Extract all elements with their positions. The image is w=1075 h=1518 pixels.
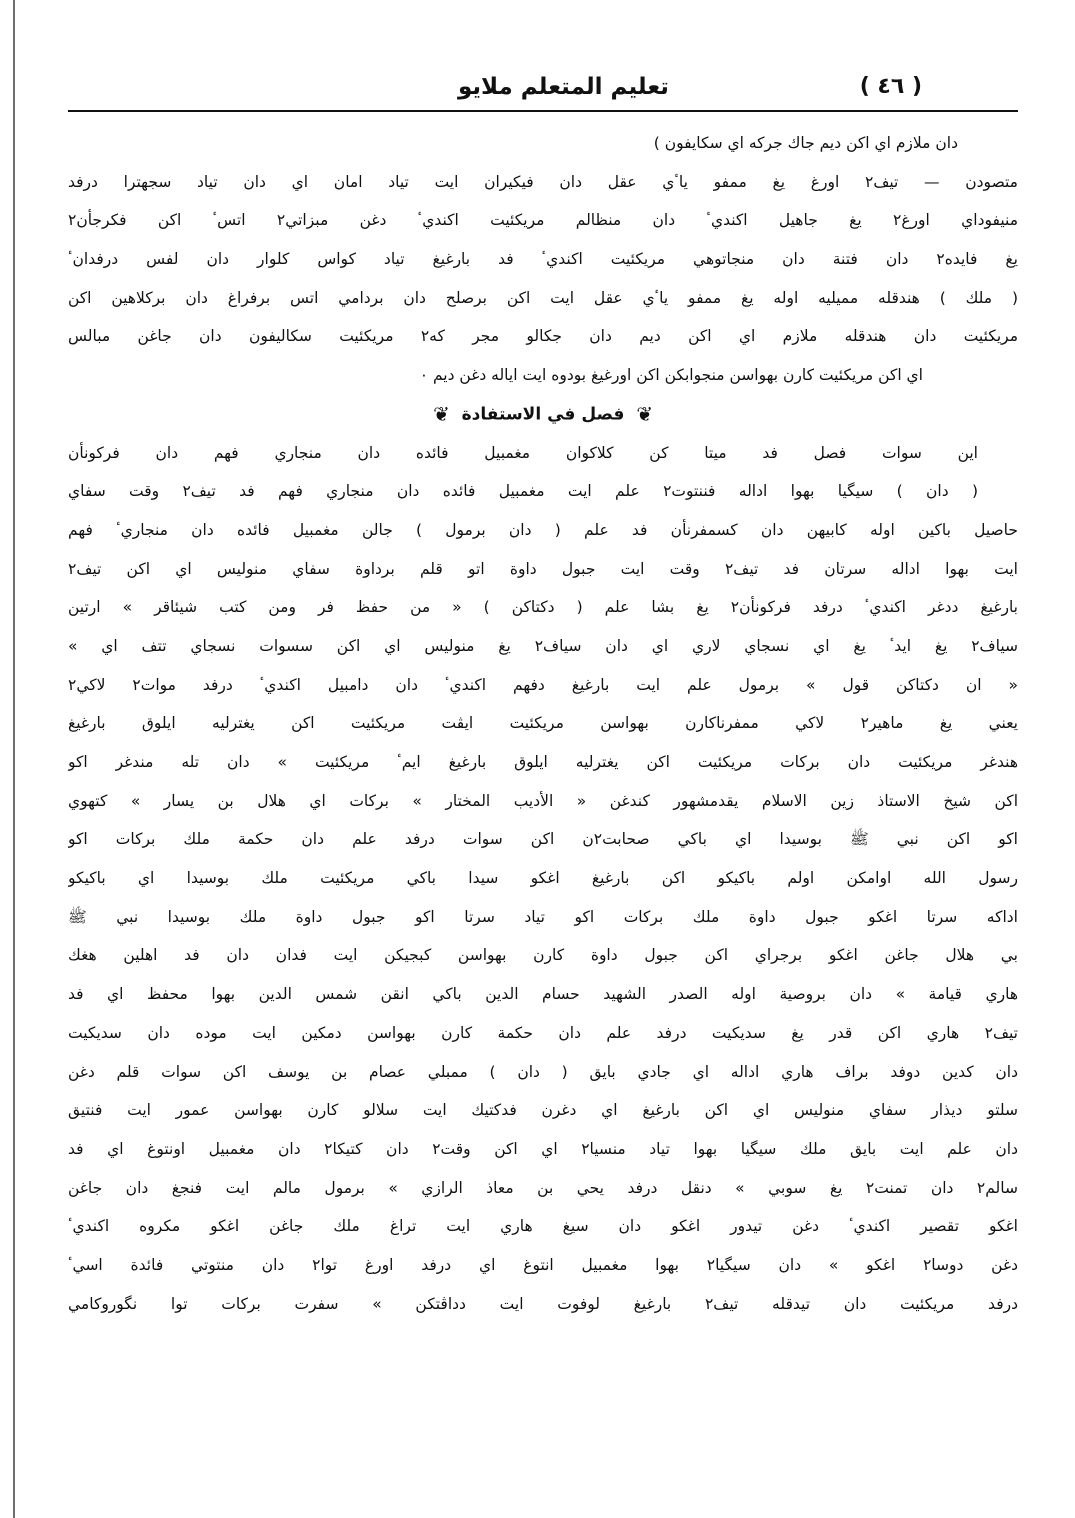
text-line: دان علم ايت بايق ملك سيگيا بهوا تياد منسيا٢ اي اكن وقت٢ دان كتيكا٢ دان مغمبيل اونتوغ اي فد: [68, 1139, 1018, 1158]
ornament-icon: ❦: [432, 401, 450, 426]
text-line: اكن شيخ الاستاذ زين الاسلام يقدمشهور كندغن « الأديب المختار » بركات اي هلال بن يسار » كتهوي: [68, 791, 1018, 810]
text-line: هندغر مريكئيت دان بركات مريكئيت اكن يغترليه ايلوق بارغيغ ايمٴ مريكئيت » دان تله مندغر اكو: [68, 753, 1018, 771]
text-line: تيف٢ هاري اكن قدر يغ سديكيت درفد علم دان حكمة كارن بهواسن دمكين ايت موده دان سديكيت: [68, 1023, 1018, 1042]
running-title: تعليم المتعلم ملايو: [458, 74, 669, 100]
text-line: دان ملازم اي اكن ديم جاك جركه اي سكايفون ): [653, 134, 958, 152]
text-line: يعني يغ ماهير٢ لاكي ممفرناكارن بهواسن مريكئيت ايڤت مريكئيت اكن يغترليه ايلوق بارغيغ: [68, 714, 1018, 733]
body-text: [68, 124, 1018, 1323]
page-edge-rule: [13, 0, 15, 1518]
text-line: سلتو ديذار سفاي منوليس اي اكن بارغيغ اي دغرن فدكتيك ايت سلالو كارن بهواسن عمور ايت فنتيق: [68, 1101, 1018, 1120]
text-line: هاري قيامة » دان بروصية اوله الصدر الشهيد حسام الدين باكي انقن شمس الدين بهوا محفظ اي فد: [68, 985, 1018, 1004]
text-line: سالم٢ دان تمنت٢ يغ سوبي » دنقل درفد يحي بن معاذ الرازي » برمول مالم ايت فنجغ دان جاغن: [68, 1178, 1018, 1197]
text-line: منيفوداي اورغ٢ يغ جاهيل اكنديٴ دان منظالم مريكئيت اكنديٴ دغن مبزاتي٢ اتسٴ اكن فكرجأن٢: [68, 211, 1018, 230]
text-line: متصودن — تيف٢ اورغ يغ ممفو ياٴي عقل دان فيكيران ايت تياد امان اي دان تياد سجهترا درفد: [68, 172, 1018, 191]
text-line: دان كدين دوفد براف هاري اداله اي جادي بايق ( دان ) ممبلي عصام بن يوسف اكن سوات قلم دغن: [68, 1062, 1018, 1081]
section-heading: [68, 395, 1018, 434]
text-line: درفد مريكئيت دان تيدقله تيف٢ بارغيغ لوفوت ايت دداڤتكن » سفرت بركات توا نگوروكامي: [68, 1294, 1018, 1313]
page-header: [68, 60, 1018, 112]
page-number: ( ٤٦ ): [859, 74, 922, 99]
text-line: ( دان ) سيگيا بهوا اداله فننتوت٢ علم ايت مغمبيل فائده دان منجاري فهم فد تيف٢ وقت سفاي: [68, 482, 978, 501]
text-line: رسول الله اوامكن اولم باكيكو اكن بارغيغ اغكو سيدا باكي مريكئيت ملك بوسيدا اي باكيكو: [68, 869, 1018, 888]
text-line: حاصيل باكين اوله كابيهن دان كسمفرنأن فد علم ( دان برمول ) جالن مغمبيل فائده دان منجاريٴ فهم: [68, 520, 1018, 539]
text-line: ايت بهوا اداله سرتان فد تيف٢ وقت ايت جبول داوة اتو قلم برداوة سفاي منوليس اي اكن تيف٢: [68, 559, 1018, 578]
text-line: اي اكن مريكئيت كارن بهواسن منجوابكن اكن اورغيغ بودوه ايت اياله دغن ديم ٠: [419, 366, 923, 385]
text-line: سياف٢ يغ ايدٴ يغ اي نسجاي لاري اي دان سياف٢ يغ منوليس اي اكن سسوات نسجاي تتف اي »: [68, 636, 1018, 655]
section-title: فصل في الاستفادة: [461, 404, 625, 425]
ornament-icon: ❦: [636, 401, 654, 426]
text-line: اغكو تقصير اكنديٴ دغن تيدور اغكو دان سيغ هاري ايت تراغ ملك جاغن اغكو مكروه اكنديٴ: [68, 1217, 1018, 1236]
text-line: اين سوات فصل فد ميتا كن كلاكوان مغمبيل فائده دان منجاري فهم دان فركونأن: [68, 443, 978, 462]
text-line: « ان دكتاكن قول » برمول علم ايت بارغيغ دفهم اكنديٴ دان دامبيل اكنديٴ درفد موات٢ لاكي٢: [68, 675, 1018, 694]
text-line: بارغيغ ددغر اكنديٴ درفد فركونأن٢ يغ بشا علم ( دكتاكن ) « من حفظ فر ومن كتب شيئاقر » ارتين: [68, 598, 1018, 617]
text-line: ( ملك ) هندقله مميليه اوله يغ ممفو ياٴي عقل ايت اكن برصلح دان بردامي اتس برفراغ دان بركلاهين اكن: [68, 288, 1018, 307]
text-line: مريكئيت دان هندقله ملازم اي اكن ديم دان جكالو مجر كه٢ مريكئيت سكاليفون دان جاغن مبالس: [68, 327, 1018, 346]
book-page: [68, 60, 1018, 1480]
text-line: اكو اكن نبي ﷺ بوسيدا اي باكي صحابت٢ن اكن سوات درفد علم دان حكمة ملك بركات اكو: [68, 830, 1018, 849]
text-line: يغ فايده٢ دان فتنة دان منجاتوهي مريكئيت اكنديٴ فد بارغيغ تياد كواس كلوار دان لفس درفدانٴ: [68, 250, 1018, 269]
text-line: بي هلال جاغن اغكو برجراي اكن جبول داوة كارن بهواسن كبجيكن ايت فدان دان فد اهلين هغك: [68, 946, 1018, 965]
text-line: دغن دوسا٢ اغكو » دان سيگيا٢ بهوا مغمبيل انتوغ اي درفد اورغ توا٢ دان منتوتي فائدة اسيٴ: [68, 1255, 1018, 1274]
text-line: اداكه سرتا اغكو جبول داوة ملك بركات اكو تياد سرتا اكو جبول داوة ملك بوسيدا نبي ﷺ: [68, 907, 1018, 926]
